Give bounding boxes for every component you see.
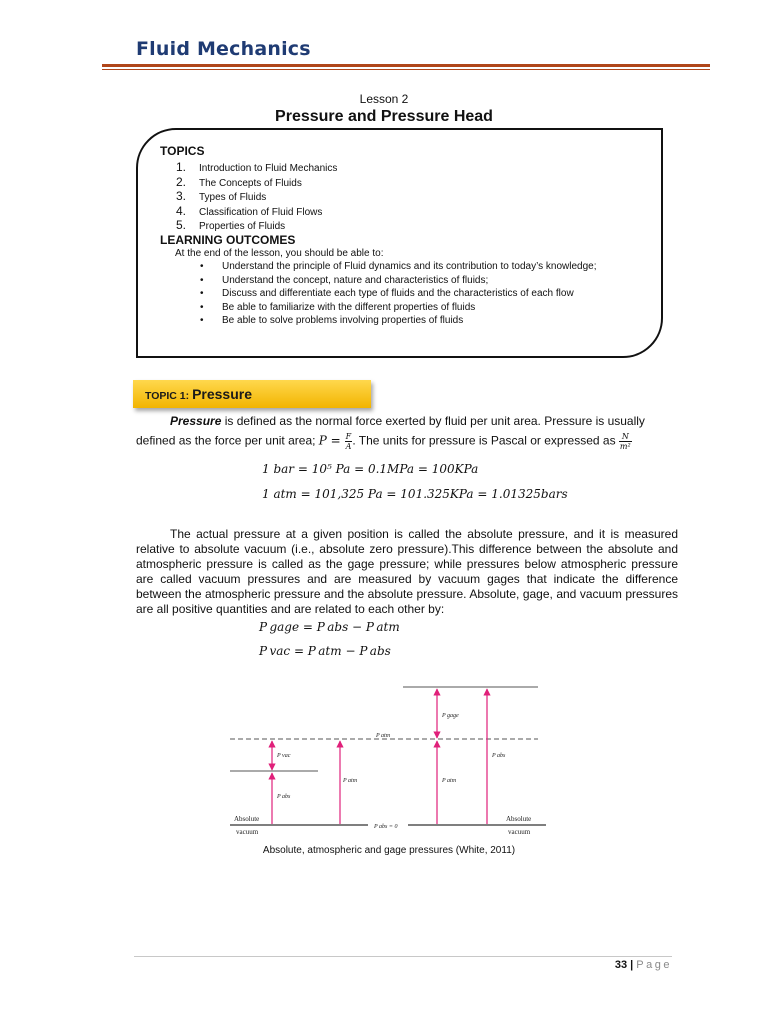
outcome-item: • Discuss and differentiate each type of fluids and the characteristics of each flow (200, 288, 574, 299)
force-over-area-fraction: $\frac{F}{A}$ (345, 432, 352, 451)
outcome-item: • Understand the principle of Fluid dynamics and its contribution to today’s knowledge; (200, 261, 597, 272)
topic-tag-prefix: TOPIC 1: (145, 390, 193, 402)
page-word: Page (636, 959, 672, 971)
page-footer (615, 959, 672, 971)
figure-caption: Absolute, atmospheric and gage pressures (White, 2011) (262, 845, 516, 856)
equation-vac: P vac = P atm − P abs (259, 644, 391, 658)
outcome-item: • Be able to solve problems involving properties of fluids (200, 315, 464, 326)
page-number: 33 (614, 959, 628, 971)
outcome-item: • Understand the concept, nature and characteristics of fluids; (200, 274, 489, 286)
topics-heading: TOPICS (160, 144, 205, 158)
label-p-abs-right: P abs (492, 753, 506, 759)
topic-item: 2. The Concepts of Fluids (176, 174, 302, 189)
label-p-abs-left: P abs (277, 794, 291, 800)
label-vacuum-right: vacuum (508, 828, 531, 836)
pressure-definition-line2: defined as the force per unit area; P = $\frac{F}{A}$ . The units for pressure is Pascal or expressed as $\frac{N}{\text{m²}}$ (136, 432, 631, 451)
topic-item: 3. Types of Fluids (176, 189, 267, 203)
learning-outcomes-list (200, 260, 640, 328)
equation-bar: 1 bar = 10⁵ Pa = 0.1MPa = 100KPa (262, 462, 479, 476)
label-p-vac: P vac (277, 753, 291, 759)
header-rule-thin (102, 69, 710, 70)
page-separator: | (627, 959, 637, 971)
pressure-definition-line1: Pressure is defined as the normal force exerted by fluid per unit area. Pressure is usually (170, 414, 645, 428)
learning-outcomes-intro: At the end of the lesson, you should be able to: (175, 248, 384, 259)
header-rule (102, 64, 710, 67)
pressure-diagram (228, 682, 550, 838)
label-p-atm-right: P atm (442, 778, 457, 784)
label-absolute-right: Absolute (506, 815, 532, 823)
label-p-atm-left: P atm (343, 778, 358, 784)
topic-item: 5. Properties of Fluids (176, 218, 286, 232)
footer-rule (134, 956, 672, 957)
topic-1-tag (133, 380, 371, 408)
topic-item: 1. Introduction to Fluid Mechanics (176, 160, 338, 174)
document-header-title: Fluid Mechanics (136, 38, 311, 60)
label-p-abs-zero: P abs = 0 (374, 824, 398, 830)
label-vacuum-left: vacuum (236, 828, 259, 836)
outcome-item: • Be able to familiarize with the different properties of fluids (200, 301, 476, 313)
lesson-title: Pressure and Pressure Head (275, 108, 493, 125)
absolute-pressure-paragraph: The actual pressure at a given position is called the absolute pressure, and it is measured relative to absolute vacuum (i.e., absolute zero pressure).This difference between the absolute and atmospheric pressure is called as the gage pressure; while pressures below atmospheric pressure are called vacuum pressures and are measured by vacuum gages that indicate the difference between the atmospheric pressure and the absolute pressure. Absolute, gage, and vacuum pressures are all positive quantities and are related to each other by: (136, 527, 678, 616)
label-p-gage: P gage (442, 713, 459, 719)
topic-item: 4. Classification of Fluid Flows (176, 203, 323, 218)
label-p-atm-top: P atm (376, 733, 391, 739)
topics-list (176, 160, 556, 233)
learning-outcomes-heading: LEARNING OUTCOMES (160, 233, 296, 247)
topic-tag-name: Pressure (192, 386, 253, 402)
label-absolute-left: Absolute (234, 815, 260, 823)
equation-gage: P gage = P abs − P atm (259, 620, 400, 634)
lesson-number: Lesson 2 (359, 92, 409, 106)
equation-atm: 1 atm = 101,325 Pa = 101.325KPa = 1.01325bars (262, 487, 568, 501)
newton-per-square-meter-fraction: $\frac{N}{\text{m²}}$ (619, 432, 631, 451)
